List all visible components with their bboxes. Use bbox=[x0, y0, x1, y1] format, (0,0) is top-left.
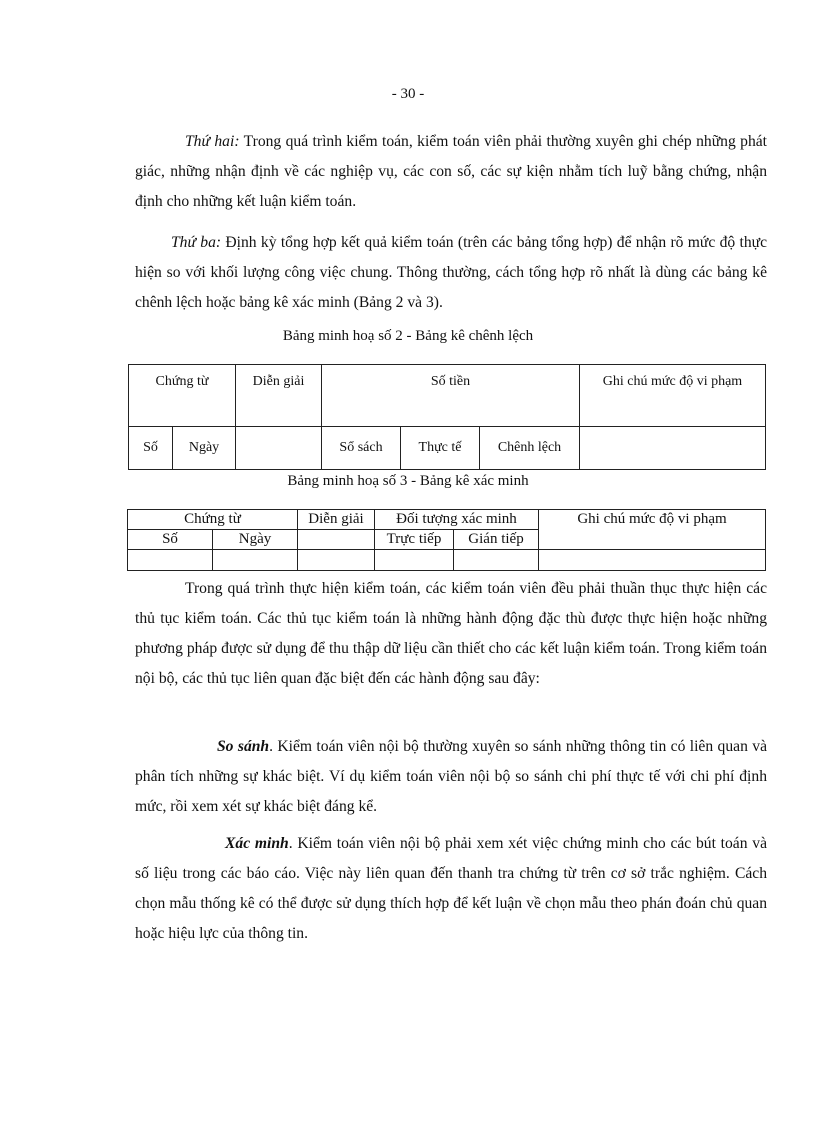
table-header-row bbox=[129, 365, 766, 427]
page-number: - 30 - bbox=[391, 86, 425, 102]
header-voucher: Chứng từ bbox=[128, 510, 298, 530]
empty-cell bbox=[454, 550, 539, 571]
header-violation-note: Ghi chú mức độ vi phạm bbox=[539, 510, 766, 550]
header-date: Ngày bbox=[213, 530, 298, 550]
header-indirect: Gián tiếp bbox=[454, 530, 539, 550]
paragraph-xac-minh bbox=[135, 829, 767, 949]
header-violation-note: Ghi chú mức độ vi phạm bbox=[580, 365, 766, 427]
paragraph-lead: Thứ ba: bbox=[171, 234, 222, 251]
empty-cell bbox=[213, 550, 298, 571]
empty-cell bbox=[236, 427, 322, 470]
paragraph-thu-hai bbox=[135, 127, 767, 217]
table-verification-list bbox=[127, 509, 766, 571]
paragraph-so-sanh bbox=[135, 732, 767, 822]
paragraph-body: Định kỳ tổng hợp kết quả kiểm toán (trên các bảng tổng hợp) để nhận rõ mức độ thực hiện so với khối lượng công việc chung. Thông thường, cách tổng hợp rõ nhất là dùng các bảng kê chênh lệch hoặc bảng kê xác minh (Bảng 2 và 3). bbox=[135, 234, 767, 311]
table-header-row bbox=[128, 510, 766, 530]
paragraph-body: Trong quá trình thực hiện kiểm toán, các kiểm toán viên đều phải thuần thục thực hiện các thủ tục kiểm toán. Các thủ tục kiểm toán là những hành động đặc thù được thực hiện hoặc những phương pháp được sử dụng để thu thập dữ liệu cần thiết cho các kết luận kiểm toán. Trong kiểm toán nội bộ, các thủ tục liên quan đặc biệt đến các hành động sau đây: bbox=[135, 580, 767, 687]
header-number: Số bbox=[128, 530, 213, 550]
paragraph-term: So sánh bbox=[217, 738, 270, 755]
header-direct: Trực tiếp bbox=[375, 530, 454, 550]
header-amount: Số tiền bbox=[322, 365, 580, 427]
paragraph-lead: Thứ hai: bbox=[185, 133, 240, 150]
empty-cell bbox=[580, 427, 766, 470]
empty-cell bbox=[128, 550, 213, 571]
table-difference-list bbox=[128, 364, 766, 470]
header-date: Ngày bbox=[173, 427, 236, 470]
header-difference: Chênh lệch bbox=[480, 427, 580, 470]
header-verification-object: Đối tượng xác minh bbox=[375, 510, 539, 530]
paragraph-term: Xác minh bbox=[225, 835, 289, 852]
header-actual: Thực tế bbox=[401, 427, 480, 470]
paragraph-procedures bbox=[135, 574, 767, 694]
table2-caption: Bảng minh hoạ số 2 - Bảng kê chênh lệch bbox=[282, 328, 534, 344]
empty-cell bbox=[298, 530, 375, 550]
paragraph-thu-ba bbox=[135, 228, 767, 318]
paragraph-body: Trong quá trình kiểm toán, kiểm toán viên phải thường xuyên ghi chép những phát giác, những nhận định về các nghiệp vụ, các con số, các sự kiện nhằm tích luỹ bằng chứng, nhận định cho những kết luận kiểm toán. bbox=[135, 133, 767, 210]
table3-caption: Bảng minh hoạ số 3 - Bảng kê xác minh bbox=[287, 473, 529, 489]
empty-cell bbox=[375, 550, 454, 571]
table-row bbox=[128, 550, 766, 571]
header-books: Sổ sách bbox=[322, 427, 401, 470]
paragraph-body: . Kiểm toán viên nội bộ phải xem xét việc chứng minh cho các bút toán và số liệu trong các báo cáo. Việc này liên quan đến thanh tra chứng từ trên cơ sở trắc nghiệm. Cách chọn mẫu thống kê có thể được sử dụng thích hợp để kết luận về chọn mẫu theo phán đoán chủ quan hoặc hiệu lực của thông tin. bbox=[135, 835, 767, 942]
table-subheader-row bbox=[129, 427, 766, 470]
header-description: Diễn giải bbox=[236, 365, 322, 427]
paragraph-body: . Kiểm toán viên nội bộ thường xuyên so sánh những thông tin có liên quan và phân tích những sự khác biệt. Ví dụ kiểm toán viên nội bộ so sánh chi phí thực tế với chi phí định mức, rồi xem xét sự khác biệt đáng kể. bbox=[135, 738, 767, 815]
header-number: Số bbox=[129, 427, 173, 470]
header-voucher: Chứng từ bbox=[129, 365, 236, 427]
header-description: Diễn giải bbox=[298, 510, 375, 530]
empty-cell bbox=[298, 550, 375, 571]
empty-cell bbox=[539, 550, 766, 571]
